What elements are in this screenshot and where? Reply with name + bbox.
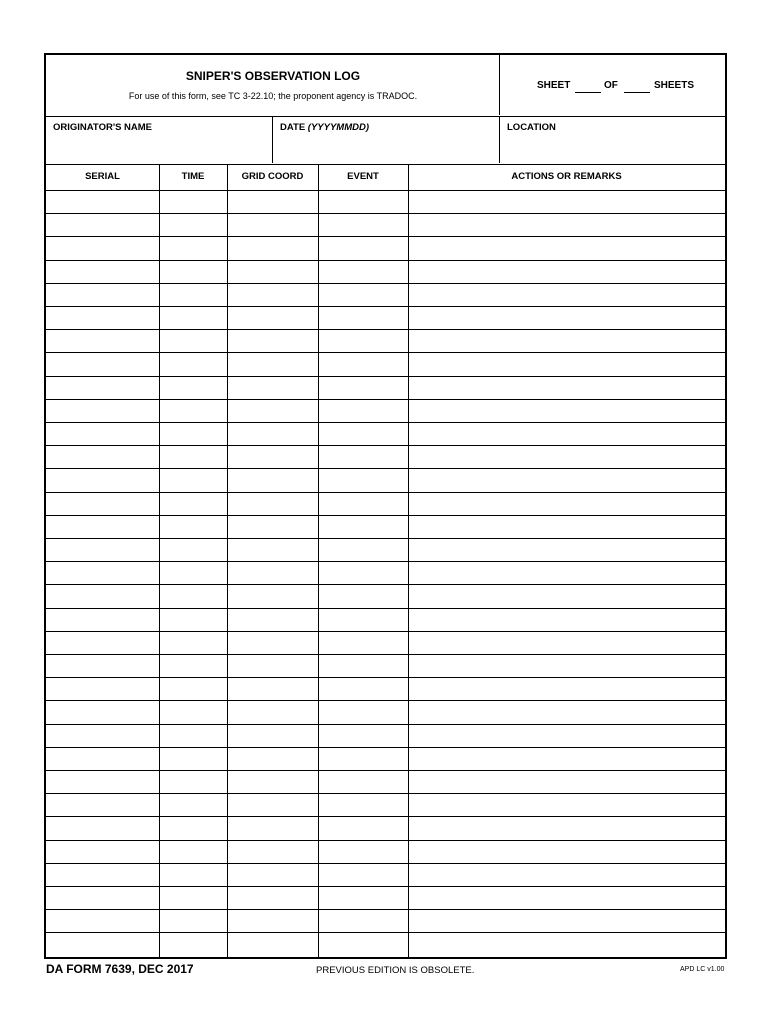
table-row	[46, 585, 725, 608]
time-cell[interactable]	[159, 585, 227, 607]
time-cell[interactable]	[159, 562, 227, 584]
remarks-cell[interactable]	[408, 539, 725, 561]
event-cell[interactable]	[318, 307, 408, 329]
grid-coord-cell[interactable]	[227, 377, 318, 399]
date-format-hint: (YYYYMMDD)	[307, 122, 370, 133]
time-cell[interactable]	[159, 701, 227, 723]
table-row	[46, 284, 725, 307]
remarks-cell[interactable]	[408, 817, 725, 839]
grid-coord-cell[interactable]	[227, 353, 318, 375]
table-row	[46, 539, 725, 562]
event-cell[interactable]	[318, 214, 408, 236]
table-row	[46, 400, 725, 423]
grid-coord-cell[interactable]	[227, 516, 318, 538]
col-divider	[318, 165, 319, 957]
col-divider	[227, 165, 228, 957]
col-time: TIME	[181, 171, 205, 182]
remarks-cell[interactable]	[408, 864, 725, 886]
serial-cell[interactable]	[46, 353, 159, 375]
total-sheets-field[interactable]	[624, 92, 650, 93]
time-cell[interactable]	[159, 609, 227, 631]
serial-cell[interactable]	[46, 725, 159, 747]
remarks-cell[interactable]	[408, 910, 725, 932]
event-cell[interactable]	[318, 609, 408, 631]
event-cell[interactable]	[318, 423, 408, 445]
table-row	[46, 516, 725, 539]
event-cell[interactable]	[318, 446, 408, 468]
serial-cell[interactable]	[46, 469, 159, 491]
remarks-cell[interactable]	[408, 701, 725, 723]
table-row	[46, 910, 725, 933]
time-cell[interactable]	[159, 887, 227, 909]
edition-note: PREVIOUS EDITION IS OBSOLETE.	[316, 965, 475, 976]
remarks-cell[interactable]	[408, 423, 725, 445]
table-row	[46, 562, 725, 585]
time-cell[interactable]	[159, 493, 227, 515]
time-cell[interactable]	[159, 307, 227, 329]
remarks-cell[interactable]	[408, 400, 725, 422]
event-cell[interactable]	[318, 562, 408, 584]
col-event: EVENT	[347, 171, 379, 182]
event-cell[interactable]	[318, 678, 408, 700]
remarks-cell[interactable]	[408, 237, 725, 259]
event-cell[interactable]	[318, 632, 408, 654]
grid-coord-cell[interactable]	[227, 841, 318, 863]
grid-coord-cell[interactable]	[227, 261, 318, 283]
table-row	[46, 887, 725, 910]
grid-coord-cell[interactable]	[227, 446, 318, 468]
time-cell[interactable]	[159, 377, 227, 399]
serial-cell[interactable]	[46, 864, 159, 886]
table-row	[46, 655, 725, 678]
originator-label: ORIGINATOR'S NAME	[53, 122, 153, 133]
table-row	[46, 191, 725, 214]
remarks-cell[interactable]	[408, 794, 725, 816]
table-row	[46, 771, 725, 794]
event-cell[interactable]	[318, 817, 408, 839]
remarks-cell[interactable]	[408, 191, 725, 213]
serial-cell[interactable]	[46, 887, 159, 909]
sheet-label: SHEET	[537, 80, 571, 91]
remarks-cell[interactable]	[408, 284, 725, 306]
remarks-cell[interactable]	[408, 330, 725, 352]
serial-cell[interactable]	[46, 516, 159, 538]
event-cell[interactable]	[318, 469, 408, 491]
col-serial: SERIAL	[85, 171, 120, 182]
remarks-cell[interactable]	[408, 469, 725, 491]
title-block	[46, 55, 500, 115]
event-cell[interactable]	[318, 933, 408, 956]
time-cell[interactable]	[159, 261, 227, 283]
time-cell[interactable]	[159, 771, 227, 793]
col-divider	[408, 165, 409, 957]
event-cell[interactable]	[318, 910, 408, 932]
event-cell[interactable]	[318, 725, 408, 747]
event-cell[interactable]	[318, 585, 408, 607]
remarks-cell[interactable]	[408, 261, 725, 283]
of-label: OF	[604, 80, 618, 91]
serial-cell[interactable]	[46, 446, 159, 468]
time-cell[interactable]	[159, 330, 227, 352]
table-row	[46, 237, 725, 260]
time-cell[interactable]	[159, 469, 227, 491]
grid-coord-cell[interactable]	[227, 307, 318, 329]
event-cell[interactable]	[318, 748, 408, 770]
grid-coord-cell[interactable]	[227, 585, 318, 607]
event-cell[interactable]	[318, 493, 408, 515]
serial-cell[interactable]	[46, 307, 159, 329]
time-cell[interactable]	[159, 933, 227, 956]
table-row	[46, 748, 725, 771]
serial-cell[interactable]	[46, 400, 159, 422]
table-row	[46, 864, 725, 887]
remarks-cell[interactable]	[408, 562, 725, 584]
grid-coord-cell[interactable]	[227, 910, 318, 932]
table-row	[46, 701, 725, 724]
location-label: LOCATION	[507, 122, 556, 133]
serial-cell[interactable]	[46, 794, 159, 816]
remarks-cell[interactable]	[408, 655, 725, 677]
table-row	[46, 330, 725, 353]
remarks-cell[interactable]	[408, 307, 725, 329]
form-title: SNIPER'S OBSERVATION LOG	[185, 69, 361, 83]
time-cell[interactable]	[159, 539, 227, 561]
grid-coord-cell[interactable]	[227, 493, 318, 515]
table-row	[46, 307, 725, 330]
event-cell[interactable]	[318, 237, 408, 259]
grid-coord-cell[interactable]	[227, 539, 318, 561]
time-cell[interactable]	[159, 864, 227, 886]
remarks-cell[interactable]	[408, 632, 725, 654]
remarks-cell[interactable]	[408, 933, 725, 956]
grid-coord-cell[interactable]	[227, 609, 318, 631]
time-cell[interactable]	[159, 191, 227, 213]
col-divider	[159, 165, 160, 957]
remarks-cell[interactable]	[408, 377, 725, 399]
serial-cell[interactable]	[46, 771, 159, 793]
remarks-cell[interactable]	[408, 585, 725, 607]
serial-cell[interactable]	[46, 493, 159, 515]
serial-cell[interactable]	[46, 910, 159, 932]
form-id: DA FORM 7639, DEC 2017	[46, 962, 194, 976]
table-row	[46, 817, 725, 840]
serial-cell[interactable]	[46, 678, 159, 700]
time-cell[interactable]	[159, 794, 227, 816]
event-cell[interactable]	[318, 191, 408, 213]
remarks-cell[interactable]	[408, 725, 725, 747]
location-field[interactable]	[500, 117, 725, 163]
col-actions-remarks: ACTIONS OR REMARKS	[511, 171, 622, 182]
remarks-cell[interactable]	[408, 493, 725, 515]
event-cell[interactable]	[318, 516, 408, 538]
table-row	[46, 469, 725, 492]
table-row	[46, 214, 725, 237]
event-cell[interactable]	[318, 400, 408, 422]
event-cell[interactable]	[318, 771, 408, 793]
serial-cell[interactable]	[46, 191, 159, 213]
remarks-cell[interactable]	[408, 353, 725, 375]
remarks-cell[interactable]	[408, 841, 725, 863]
serial-cell[interactable]	[46, 237, 159, 259]
grid-coord-cell[interactable]	[227, 817, 318, 839]
table-row	[46, 933, 725, 956]
grid-coord-cell[interactable]	[227, 330, 318, 352]
serial-cell[interactable]	[46, 817, 159, 839]
serial-cell[interactable]	[46, 841, 159, 863]
observation-log-form	[44, 53, 727, 959]
grid-coord-cell[interactable]	[227, 933, 318, 956]
table-row	[46, 377, 725, 400]
table-row	[46, 353, 725, 376]
table-row	[46, 632, 725, 655]
grid-coord-cell[interactable]	[227, 562, 318, 584]
serial-cell[interactable]	[46, 330, 159, 352]
table-row	[46, 446, 725, 469]
serial-cell[interactable]	[46, 562, 159, 584]
grid-coord-cell[interactable]	[227, 748, 318, 770]
form-subtitle: For use of this form, see TC 3-22.10; the proponent agency is TRADOC.	[128, 91, 418, 101]
time-cell[interactable]	[159, 237, 227, 259]
serial-cell[interactable]	[46, 539, 159, 561]
time-cell[interactable]	[159, 910, 227, 932]
serial-cell[interactable]	[46, 423, 159, 445]
grid-coord-cell[interactable]	[227, 214, 318, 236]
date-label-text: DATE	[280, 122, 306, 133]
grid-coord-cell[interactable]	[227, 887, 318, 909]
serial-cell[interactable]	[46, 377, 159, 399]
serial-cell[interactable]	[46, 701, 159, 723]
table-header	[46, 165, 725, 191]
event-cell[interactable]	[318, 284, 408, 306]
serial-cell[interactable]	[46, 261, 159, 283]
time-cell[interactable]	[159, 353, 227, 375]
event-cell[interactable]	[318, 701, 408, 723]
time-cell[interactable]	[159, 632, 227, 654]
time-cell[interactable]	[159, 446, 227, 468]
remarks-cell[interactable]	[408, 748, 725, 770]
sheet-number-field[interactable]	[575, 92, 601, 93]
serial-cell[interactable]	[46, 632, 159, 654]
serial-cell[interactable]	[46, 655, 159, 677]
date-field[interactable]	[273, 117, 500, 163]
date-label	[280, 122, 369, 133]
event-cell[interactable]	[318, 330, 408, 352]
event-cell[interactable]	[318, 353, 408, 375]
event-cell[interactable]	[318, 655, 408, 677]
time-cell[interactable]	[159, 284, 227, 306]
grid-coord-cell[interactable]	[227, 701, 318, 723]
event-cell[interactable]	[318, 841, 408, 863]
table-row	[46, 261, 725, 284]
time-cell[interactable]	[159, 214, 227, 236]
time-cell[interactable]	[159, 841, 227, 863]
event-cell[interactable]	[318, 794, 408, 816]
time-cell[interactable]	[159, 516, 227, 538]
remarks-cell[interactable]	[408, 214, 725, 236]
table-row	[46, 609, 725, 632]
grid-coord-cell[interactable]	[227, 678, 318, 700]
grid-coord-cell[interactable]	[227, 864, 318, 886]
event-cell[interactable]	[318, 887, 408, 909]
grid-coord-cell[interactable]	[227, 469, 318, 491]
originator-name-field[interactable]	[46, 117, 273, 163]
serial-cell[interactable]	[46, 214, 159, 236]
time-cell[interactable]	[159, 678, 227, 700]
grid-coord-cell[interactable]	[227, 284, 318, 306]
time-cell[interactable]	[159, 748, 227, 770]
remarks-cell[interactable]	[408, 887, 725, 909]
table-row	[46, 841, 725, 864]
serial-cell[interactable]	[46, 748, 159, 770]
grid-coord-cell[interactable]	[227, 771, 318, 793]
grid-coord-cell[interactable]	[227, 794, 318, 816]
form-header	[46, 55, 725, 117]
grid-coord-cell[interactable]	[227, 400, 318, 422]
grid-coord-cell[interactable]	[227, 632, 318, 654]
time-cell[interactable]	[159, 400, 227, 422]
time-cell[interactable]	[159, 655, 227, 677]
serial-cell[interactable]	[46, 609, 159, 631]
grid-coord-cell[interactable]	[227, 191, 318, 213]
table-row	[46, 493, 725, 516]
grid-coord-cell[interactable]	[227, 423, 318, 445]
grid-coord-cell[interactable]	[227, 237, 318, 259]
event-cell[interactable]	[318, 377, 408, 399]
event-cell[interactable]	[318, 864, 408, 886]
grid-coord-cell[interactable]	[227, 725, 318, 747]
remarks-cell[interactable]	[408, 771, 725, 793]
time-cell[interactable]	[159, 725, 227, 747]
table-row	[46, 423, 725, 446]
version-label: APD LC v1.00	[680, 966, 725, 973]
remarks-cell[interactable]	[408, 678, 725, 700]
time-cell[interactable]	[159, 817, 227, 839]
remarks-cell[interactable]	[408, 609, 725, 631]
sheets-label: SHEETS	[654, 80, 695, 91]
remarks-cell[interactable]	[408, 446, 725, 468]
time-cell[interactable]	[159, 423, 227, 445]
info-row	[46, 117, 725, 165]
table-row	[46, 794, 725, 817]
serial-cell[interactable]	[46, 933, 159, 956]
remarks-cell[interactable]	[408, 516, 725, 538]
table-row	[46, 725, 725, 748]
table-row	[46, 678, 725, 701]
grid-coord-cell[interactable]	[227, 655, 318, 677]
serial-cell[interactable]	[46, 284, 159, 306]
event-cell[interactable]	[318, 261, 408, 283]
event-cell[interactable]	[318, 539, 408, 561]
col-grid-coord: GRID COORD	[241, 171, 304, 182]
serial-cell[interactable]	[46, 585, 159, 607]
